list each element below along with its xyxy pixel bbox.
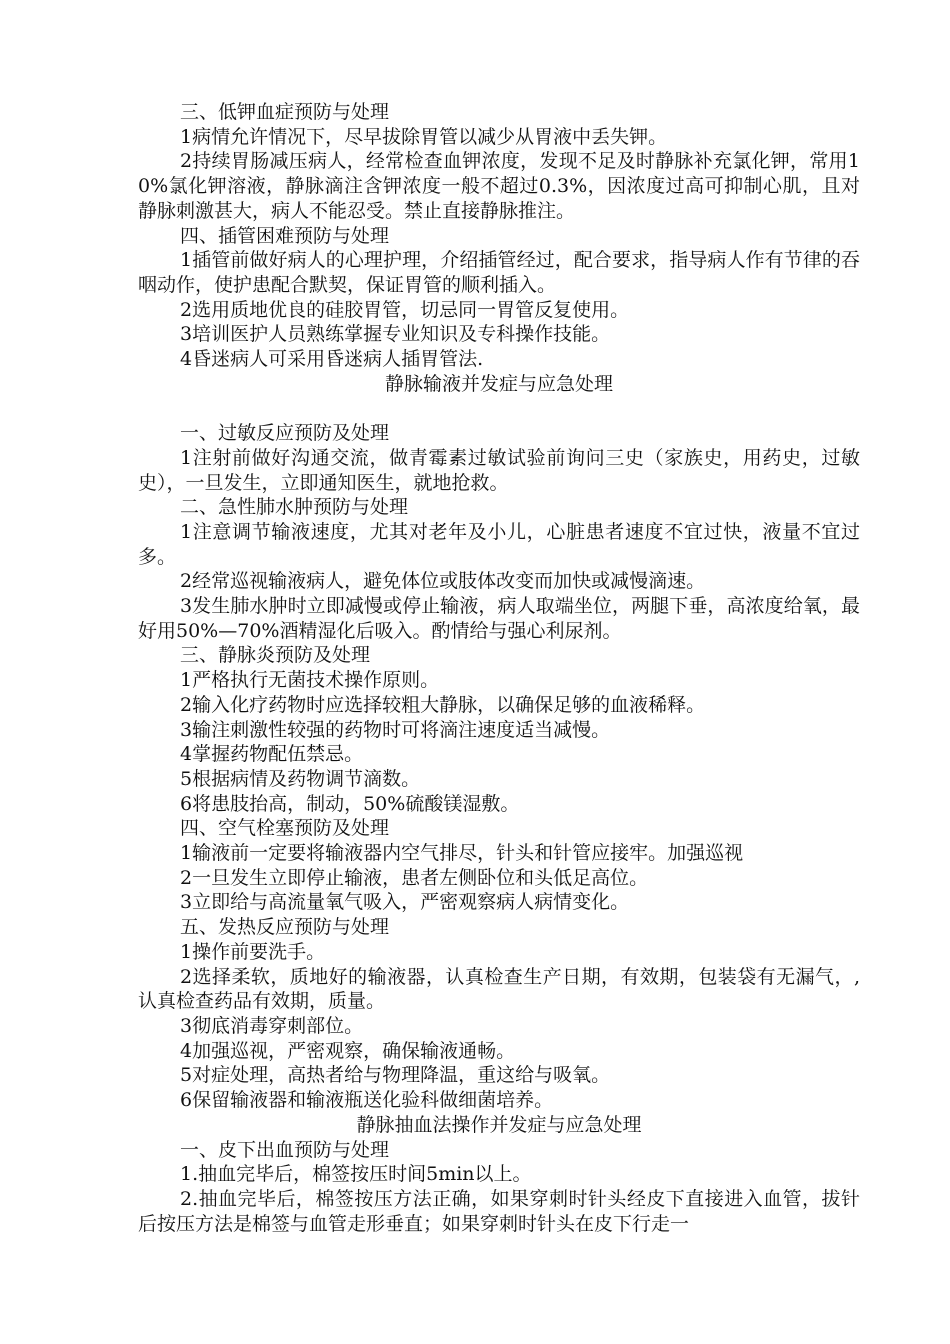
paragraph: 1插管前做好病人的心理护理，介绍插管经过，配合要求，指导病人作有节律的吞咽动作，使护患配合默契，保证胃管的顺利插入。 [138, 249, 860, 296]
paragraph: 三、静脉炎预防及处理 [180, 644, 371, 667]
paragraph: 1注射前做好沟通交流，做青霉素过敏试验前询问三史（家族史，用药史，过敏史），一旦发生，立即通知医生，就地抢救。 [138, 446, 860, 494]
paragraph: 四、插管困难预防与处理 [180, 224, 390, 247]
paragraph: 3培训医护人员熟练掌握专业知识及专科操作技能。 [180, 323, 611, 346]
blank-line [138, 396, 860, 421]
paragraph: 2.抽血完毕后，棉签按压方法正确，如果穿刺时针头经皮下直接进入血管，拔针后按压方法是棉签与血管走形垂直；如果穿刺时针头在皮下行走一 [138, 1187, 860, 1235]
paragraph: 3彻底消毒穿刺部位。 [180, 1015, 364, 1037]
section-title: 静脉输液并发症与应急处理 [384, 372, 613, 395]
paragraph: 四、空气栓塞预防及处理 [180, 817, 390, 840]
paragraph: 5根据病情及药物调节滴数。 [180, 767, 421, 790]
paragraph: 1严格执行无菌技术操作原则。 [180, 669, 440, 692]
paragraph: 6将患肢抬高，制动，50%硫酸镁湿敷。 [180, 792, 520, 815]
paragraph: 1输液前一定要将输液器内空气排尽，针头和针管应接牢。加强巡视 [180, 842, 744, 865]
paragraph: 二、急性肺水肿预防与处理 [180, 496, 409, 519]
paragraph: 2持续胃肠减压病人，经常检查血钾浓度，发现不足及时静脉补充氯化钾，常用10%氯化钾溶液，静脉滴注含钾浓度一般不超过0.3%，因浓度过高可抑制心肌，且对静脉刺激甚大，病人不能忍受。禁止直接静脉推注。 [138, 150, 860, 222]
paragraph: 4昏迷病人可采用昏迷病人插胃管法. [180, 348, 484, 371]
paragraph: 1病情允许情况下，尽早拔除胃管以减少从胃液中丢失钾。 [180, 125, 668, 148]
paragraph: 三、低钾血症预防与处理 [180, 101, 390, 123]
paragraph: 2选用质地优良的硅胶胃管，切忌同一胃管反复使用。 [180, 298, 630, 321]
paragraph: 2一旦发生立即停止输液，患者左侧卧位和头低足高位。 [180, 866, 649, 889]
paragraph: 1注意调节输液速度，尤其对老年及小儿，心脏患者速度不宜过快，液量不宜过多。 [138, 520, 860, 568]
paragraph: 4掌握药物配伍禁忌。 [180, 743, 364, 766]
paragraph: 3发生肺水肿时立即减慢或停止输液，病人取端坐位，两腿下垂，高浓度给氧，最好用50%—70%酒精湿化后吸入。酌情给与强心利尿剂。 [138, 595, 860, 642]
paragraph: 3立即给与高流量氧气吸入，严密观察病人病情变化。 [180, 891, 630, 914]
paragraph: 5对症处理，高热者给与物理降温，重这给与吸氧。 [180, 1064, 611, 1087]
paragraph: 一、皮下出血预防与处理 [180, 1138, 390, 1161]
paragraph: 1.抽血完毕后，棉签按压时间5min以上。 [180, 1163, 532, 1186]
paragraph: 一、过敏反应预防及处理 [180, 422, 390, 445]
paragraph: 2输入化疗药物时应选择较粗大静脉，以确保足够的血液稀释。 [180, 693, 706, 716]
paragraph: 2经常巡视输液病人，避免体位或肢体改变而加快或减慢滴速。 [180, 570, 706, 593]
paragraph: 3输注刺激性较强的药物时可将滴注速度适当减慢。 [180, 718, 611, 741]
document-body [138, 100, 860, 1236]
paragraph: 6保留输液器和输液瓶送化验科做细菌培养。 [180, 1089, 554, 1112]
paragraph: 五、发热反应预防与处理 [180, 916, 390, 939]
section-title: 静脉抽血法操作并发症与应急处理 [356, 1113, 642, 1136]
paragraph: 2选择柔软，质地好的输液器，认真检查生产日期，有效期，包装袋有无漏气，,认真检查药品有效期，质量。 [138, 965, 860, 1013]
paragraph: 4加强巡视，严密观察，确保输液通畅。 [180, 1039, 516, 1062]
paragraph: 1操作前要洗手。 [180, 940, 326, 963]
